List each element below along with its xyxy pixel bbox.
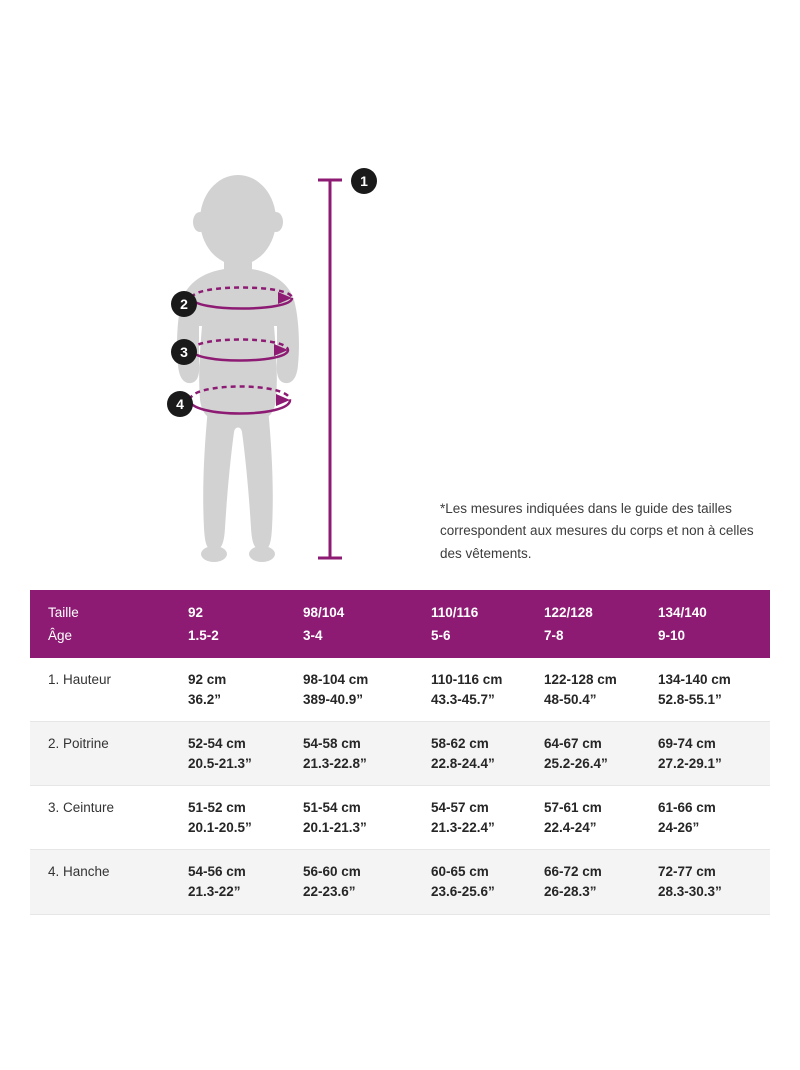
row-label-hanche: 4. Hanche — [30, 850, 170, 914]
cell-hauteur-3 — [526, 658, 640, 722]
imperial-value: 48-50.4” — [544, 691, 597, 707]
cell-poitrine-4 — [640, 722, 770, 786]
imperial-value: 21.3-22” — [188, 883, 241, 899]
imperial-value: 21.3-22.8” — [303, 755, 367, 771]
cell-hanche-2 — [413, 850, 526, 914]
imperial-value: 22-23.6” — [303, 883, 356, 899]
cell-ceinture-1 — [285, 786, 413, 850]
row-label-poitrine: 2. Poitrine — [30, 722, 170, 786]
imperial-value: 22.8-24.4” — [431, 755, 495, 771]
cell-hanche-0 — [170, 850, 285, 914]
header-age-3: 7-8 — [526, 624, 640, 658]
cell-hauteur-1 — [285, 658, 413, 722]
imperial-value: 20.5-21.3” — [188, 755, 252, 771]
metric-value: 64-67 cm — [544, 736, 602, 752]
header-size-3: 122/128 — [526, 590, 640, 624]
cell-poitrine-3 — [526, 722, 640, 786]
table-header-row-age — [30, 624, 770, 658]
cell-ceinture-3 — [526, 786, 640, 850]
cell-hauteur-0 — [170, 658, 285, 722]
header-size-2: 110/116 — [413, 590, 526, 624]
metric-value: 58-62 cm — [431, 736, 489, 752]
header-size-4: 134/140 — [640, 590, 770, 624]
metric-value: 134-140 cm — [658, 672, 731, 687]
metric-value: 61-66 cm — [658, 800, 716, 816]
header-size-1: 98/104 — [285, 590, 413, 624]
table-header-row-size — [30, 590, 770, 624]
size-chart-table — [30, 590, 770, 915]
table-row — [30, 786, 770, 850]
metric-value: 51-54 cm — [303, 800, 361, 816]
cell-poitrine-0 — [170, 722, 285, 786]
imperial-value: 25.2-26.4” — [544, 755, 608, 771]
row-label-hauteur: 1. Hauteur — [30, 658, 170, 722]
imperial-value: 23.6-25.6” — [431, 883, 495, 899]
cell-hanche-4 — [640, 850, 770, 914]
table-body — [30, 658, 770, 914]
cell-poitrine-2 — [413, 722, 526, 786]
imperial-value: 27.2-29.1” — [658, 755, 722, 771]
metric-value: 57-61 cm — [544, 800, 602, 816]
metric-value: 92 cm — [188, 672, 227, 687]
svg-text:2: 2 — [180, 296, 188, 312]
metric-value: 122-128 cm — [544, 672, 617, 687]
header-size-0: 92 — [170, 590, 285, 624]
marker-3 — [171, 339, 197, 365]
table-row — [30, 658, 770, 722]
metric-value: 98-104 cm — [303, 672, 369, 687]
metric-value: 69-74 cm — [658, 736, 716, 752]
cell-ceinture-4 — [640, 786, 770, 850]
marker-1 — [351, 168, 377, 194]
metric-value: 66-72 cm — [544, 864, 602, 880]
metric-value: 72-77 cm — [658, 864, 716, 880]
header-size-label: Taille — [30, 590, 170, 624]
header-age-2: 5-6 — [413, 624, 526, 658]
imperial-value: 22.4-24” — [544, 819, 597, 835]
imperial-value: 20.1-20.5” — [188, 819, 252, 835]
imperial-value: 21.3-22.4” — [431, 819, 495, 835]
metric-value: 51-52 cm — [188, 800, 246, 816]
imperial-value: 52.8-55.1” — [658, 691, 722, 707]
header-age-label: Âge — [30, 624, 170, 658]
header-age-0: 1.5-2 — [170, 624, 285, 658]
cell-ceinture-0 — [170, 786, 285, 850]
imperial-value: 43.3-45.7” — [431, 691, 495, 707]
marker-4 — [167, 391, 193, 417]
cell-ceinture-2 — [413, 786, 526, 850]
marker-2 — [171, 291, 197, 317]
height-measure-line — [318, 180, 342, 558]
metric-value: 54-57 cm — [431, 800, 489, 816]
measurement-note: *Les mesures indiquées dans le guide des tailles correspondent aux mesures du corps et non à celles des vêtements. — [440, 501, 754, 561]
child-silhouette — [177, 175, 299, 562]
cell-poitrine-1 — [285, 722, 413, 786]
header-age-4: 9-10 — [640, 624, 770, 658]
svg-text:3: 3 — [180, 344, 188, 360]
imperial-value: 28.3-30.3” — [658, 883, 722, 899]
metric-value: 60-65 cm — [431, 864, 489, 880]
metric-value: 110-116 cm — [431, 672, 503, 687]
header-age-1: 3-4 — [285, 624, 413, 658]
metric-value: 54-58 cm — [303, 736, 361, 752]
metric-value: 52-54 cm — [188, 736, 246, 752]
cell-hanche-1 — [285, 850, 413, 914]
table-row — [30, 850, 770, 914]
imperial-value: 24-26” — [658, 819, 700, 835]
cell-hauteur-2 — [413, 658, 526, 722]
cell-hauteur-4 — [640, 658, 770, 722]
svg-text:4: 4 — [176, 396, 184, 412]
table-header — [30, 590, 770, 658]
row-label-ceinture: 3. Ceinture — [30, 786, 170, 850]
imperial-value: 26-28.3” — [544, 883, 597, 899]
svg-text:1: 1 — [360, 173, 368, 189]
imperial-value: 36.2” — [188, 691, 222, 707]
metric-value: 54-56 cm — [188, 864, 246, 880]
cell-hanche-3 — [526, 850, 640, 914]
metric-value: 56-60 cm — [303, 864, 361, 880]
imperial-value: 20.1-21.3” — [303, 819, 367, 835]
table-row — [30, 722, 770, 786]
imperial-value: 389-40.9” — [303, 691, 364, 707]
